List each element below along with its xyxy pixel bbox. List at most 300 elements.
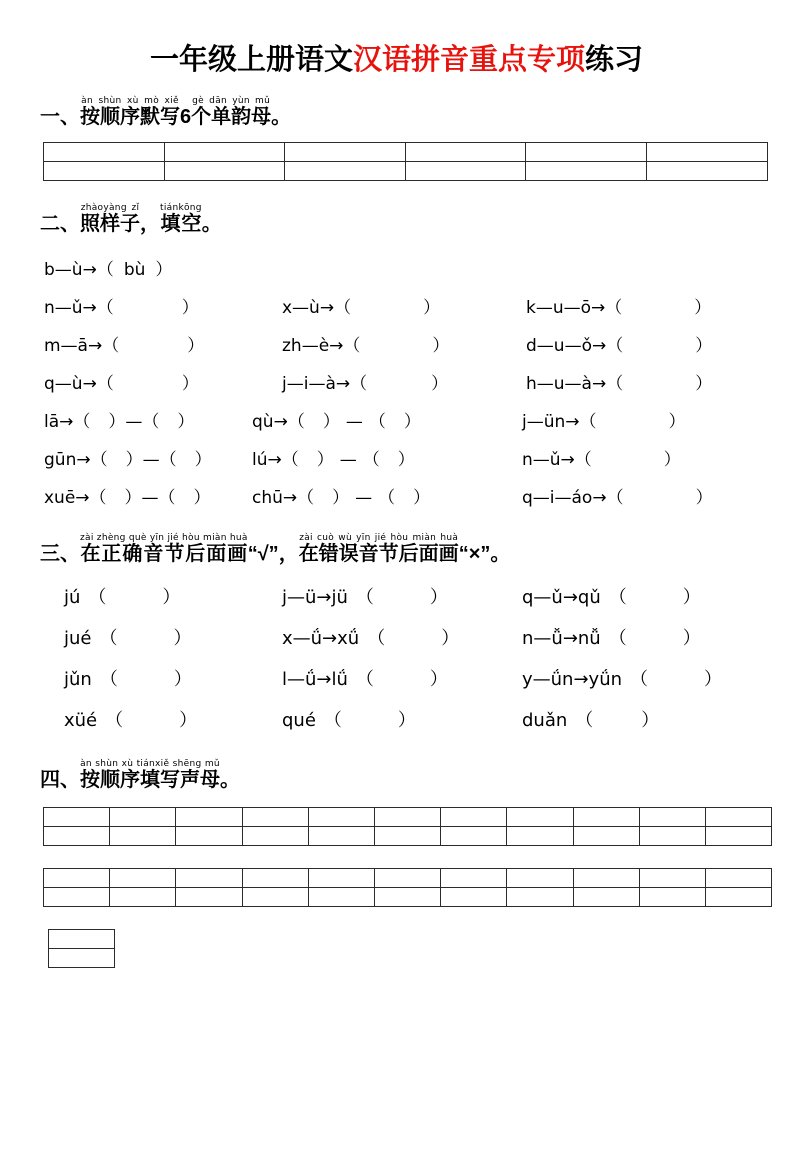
paren-close-1: ） — [108, 412, 126, 432]
exercise-item[interactable] — [526, 365, 712, 403]
exercise-prompt: lā→ — [44, 412, 74, 432]
paren-close: ） — [441, 628, 460, 649]
section-1-number-six: 6 — [180, 106, 192, 128]
ruby-base: 照样子 — [80, 213, 140, 235]
exercise-prompt: h—u—à→ — [526, 374, 607, 394]
split-dash: — — [141, 488, 159, 508]
paren-close-2: ） — [413, 488, 431, 508]
single-finals-answer-table[interactable] — [43, 142, 768, 181]
paren-close: ） — [694, 298, 712, 318]
ruby-group — [80, 96, 180, 128]
exercise-answer-blank[interactable] — [159, 412, 177, 432]
exercise-row — [34, 327, 759, 365]
mark-blank[interactable] — [118, 669, 174, 690]
exercise-answer-blank[interactable] — [107, 488, 125, 508]
ruby-text: àn shùn xù mò xiě — [80, 96, 180, 106]
syllable-label: x—ǘ→xǘ — [282, 628, 360, 649]
section-2-heading — [40, 203, 759, 237]
paren-close: ） — [682, 587, 701, 608]
paren-close-1: ） — [332, 488, 350, 508]
syllable-label: n—ǚ→nǚ — [522, 628, 601, 649]
paren-open: （ — [105, 710, 124, 731]
judgement-item[interactable] — [282, 577, 448, 618]
section-3-period: 。 — [490, 543, 511, 565]
split-dash: — — [142, 450, 160, 470]
paren-open: （ — [323, 710, 342, 731]
table-cell[interactable] — [308, 888, 374, 907]
exercise-answer-blank[interactable] — [592, 450, 664, 470]
mark-blank[interactable] — [117, 628, 173, 649]
table-row[interactable] — [49, 949, 115, 968]
paren-close: ） — [695, 336, 713, 356]
paren-close-2: ） — [403, 412, 421, 432]
syllable-label: xüé — [64, 710, 98, 731]
initials-answer-table-1[interactable] — [43, 807, 772, 846]
paren-close-1: ） — [124, 488, 142, 508]
exercise-item[interactable] — [282, 327, 449, 365]
table-cell[interactable] — [49, 930, 115, 949]
ruby-group — [160, 203, 202, 235]
exercise-row-split — [34, 403, 759, 441]
paren-close: ） — [695, 488, 713, 508]
mark-blank[interactable] — [123, 710, 179, 731]
paren-close: ） — [663, 450, 681, 470]
table-cell[interactable] — [374, 808, 440, 827]
paren-close: ） — [695, 374, 713, 394]
ruby-group — [80, 533, 248, 565]
table-cell[interactable] — [507, 888, 573, 907]
paren-open: （ — [96, 298, 114, 318]
split-dash: — — [345, 412, 363, 432]
initials-answer-table-2[interactable] — [43, 868, 772, 907]
paren-close: ） — [187, 336, 205, 356]
exercise-prompt: x—ù→ — [282, 298, 335, 318]
table-cell[interactable] — [405, 162, 526, 181]
split-dash: — — [125, 412, 143, 432]
judgement-item[interactable] — [522, 659, 722, 700]
paren-close: ） — [181, 298, 199, 318]
table-cell[interactable] — [44, 162, 165, 181]
exercise-item-example[interactable] — [44, 251, 172, 289]
exercise-prompt: gūn→ — [44, 450, 91, 470]
exercise-answer-blank[interactable] — [305, 412, 323, 432]
section-4-period: 。 — [220, 769, 240, 791]
table-cell[interactable] — [44, 888, 110, 907]
ruby-text: tiánkōng — [160, 203, 202, 213]
exercise-item[interactable] — [44, 365, 199, 403]
mark-blank[interactable] — [627, 628, 683, 649]
table-cell[interactable] — [441, 808, 507, 827]
section-4-text-1 — [80, 759, 220, 793]
syllable-label: l—ǘ→lǘ — [282, 669, 348, 690]
exercise-answer-blank[interactable] — [624, 488, 696, 508]
table-cell[interactable] — [176, 888, 242, 907]
paren-open-1: （ — [90, 450, 108, 470]
ruby-base: 按顺序填写声母 — [80, 769, 220, 791]
ruby-text: zài zhèng què yīn jié hòu miàn huà — [80, 533, 248, 543]
table-cell[interactable] — [164, 143, 285, 162]
paren-open: （ — [99, 669, 118, 690]
exercise-item-split[interactable] — [252, 479, 430, 517]
table-cell[interactable] — [242, 827, 308, 846]
exercise-answer-blank[interactable] — [367, 374, 431, 394]
syllable-label: qué — [282, 710, 316, 731]
table-cell[interactable] — [705, 888, 771, 907]
table-row[interactable] — [49, 930, 115, 949]
syllable-label: q—ǔ→qǔ — [522, 587, 601, 608]
title-part-highlight: 汉语拼音重点专项 — [352, 44, 585, 76]
mark-blank[interactable] — [374, 587, 430, 608]
table-cell[interactable] — [705, 869, 771, 888]
section-1-text-1 — [80, 96, 180, 130]
table-cell[interactable] — [441, 827, 507, 846]
paren-open: （ — [99, 628, 118, 649]
table-cell[interactable] — [646, 162, 767, 181]
judgement-item[interactable] — [282, 700, 416, 741]
section-2-number: 二、 — [40, 213, 80, 235]
paren-open: （ — [367, 628, 386, 649]
paren-close: ） — [704, 669, 723, 690]
paren-close: ） — [181, 374, 199, 394]
table-cell[interactable] — [526, 162, 647, 181]
judgement-row — [34, 659, 759, 700]
exercise-item[interactable] — [522, 441, 681, 479]
paren-close-2: ） — [177, 412, 195, 432]
table-cell[interactable] — [705, 808, 771, 827]
table-cell[interactable] — [507, 808, 573, 827]
mark-blank[interactable] — [627, 587, 683, 608]
exercise-prompt: n—ǔ→ — [44, 298, 97, 318]
paren-open-2: （ — [159, 450, 177, 470]
exercise-item-split[interactable] — [252, 403, 421, 441]
worksheet-page — [0, 40, 793, 1162]
table-row[interactable] — [44, 827, 772, 846]
paren-close: ） — [397, 710, 416, 731]
table-cell[interactable] — [308, 869, 374, 888]
exercise-prompt: zh—è→ — [282, 336, 344, 356]
exercise-prompt: lú→ — [252, 450, 282, 470]
table-cell[interactable] — [507, 827, 573, 846]
section-3-heading — [40, 533, 759, 567]
section-1-number: 一、 — [40, 106, 80, 128]
exercise-item[interactable] — [44, 327, 204, 365]
paren-close-2: ） — [397, 450, 415, 470]
section-3-number: 三、 — [40, 543, 80, 565]
paren-close-1: ） — [125, 450, 143, 470]
paren-close: ） — [173, 628, 192, 649]
split-dash: — — [355, 488, 373, 508]
exercise-answer-blank[interactable] — [176, 488, 194, 508]
exercise-item[interactable] — [522, 403, 686, 441]
exercise-answer-blank[interactable] — [108, 450, 126, 470]
table-cell[interactable] — [374, 827, 440, 846]
ruby-base: 个单韵母 — [191, 106, 272, 128]
judgement-item[interactable] — [64, 659, 192, 700]
table-cell[interactable] — [646, 143, 767, 162]
exercise-prompt: chū→ — [252, 488, 298, 508]
table-cell[interactable] — [285, 162, 406, 181]
exercise-answer-blank[interactable] — [395, 488, 413, 508]
paren-open: （ — [343, 336, 361, 356]
judgement-row — [34, 618, 759, 659]
section-2-text-1 — [80, 203, 140, 237]
table-cell[interactable] — [705, 827, 771, 846]
paren-close-1: ） — [316, 450, 334, 470]
paren-open: （ — [96, 374, 114, 394]
exercise-item-split[interactable] — [44, 441, 212, 479]
paren-close-1: ） — [322, 412, 340, 432]
paren-open: （ — [608, 587, 627, 608]
table-cell[interactable] — [44, 827, 110, 846]
paren-close: ） — [429, 587, 448, 608]
table-cell[interactable] — [573, 869, 639, 888]
mark-blank[interactable] — [342, 710, 398, 731]
ruby-text: àn shùn xù tiánxiě shēng mǔ — [80, 759, 220, 769]
table-cell[interactable] — [573, 827, 639, 846]
exercise-row — [34, 251, 759, 289]
paren-open: （ — [102, 336, 120, 356]
paren-close: ） — [432, 336, 450, 356]
table-cell[interactable] — [573, 808, 639, 827]
exercise-answer-blank[interactable] — [90, 412, 108, 432]
table-row[interactable] — [44, 888, 772, 907]
exercise-prompt: b—ù→ — [44, 260, 97, 280]
exercise-prompt: qù→ — [252, 412, 288, 432]
exercise-item[interactable] — [282, 289, 440, 327]
exercise-item-split[interactable] — [44, 479, 211, 517]
ruby-text: zài cuò wù yīn jié hòu miàn huà — [298, 533, 459, 543]
table-cell[interactable] — [110, 869, 176, 888]
table-cell[interactable] — [110, 888, 176, 907]
judgement-item[interactable] — [282, 659, 448, 700]
exercise-prompt: n—ǔ→ — [522, 450, 575, 470]
paren-close-2: ） — [193, 488, 211, 508]
judgement-item[interactable] — [64, 618, 191, 659]
section-1-text-3 — [191, 96, 271, 130]
paren-open: （ — [606, 374, 624, 394]
exercise-item-split[interactable] — [252, 441, 415, 479]
paren-close: ） — [682, 628, 701, 649]
table-cell[interactable] — [164, 162, 285, 181]
exercise-answer-blank[interactable] — [623, 336, 695, 356]
exercise-answer-blank[interactable] — [360, 336, 432, 356]
section-2-text-2 — [160, 203, 202, 237]
exercise-answer-blank[interactable] — [386, 412, 404, 432]
exercise-answer-blank[interactable] — [314, 488, 332, 508]
judgement-item[interactable] — [282, 618, 459, 659]
section-3-text-1 — [80, 533, 248, 567]
section-4-number: 四、 — [40, 769, 80, 791]
paren-open: （ — [355, 587, 374, 608]
table-cell[interactable] — [44, 143, 165, 162]
paren-open: （ — [608, 628, 627, 649]
ruby-text: gè dān yùn mǔ — [191, 96, 272, 106]
section-1-period: 。 — [271, 106, 292, 128]
ruby-group — [298, 533, 459, 565]
exercise-prompt: q—ù→ — [44, 374, 97, 394]
paren-open: （ — [96, 260, 114, 280]
table-cell[interactable] — [242, 808, 308, 827]
section-2-exercises — [34, 251, 759, 517]
table-cell[interactable] — [374, 869, 440, 888]
title-part-1: 一年级上册语文 — [149, 44, 353, 76]
exercise-prompt: j—i—à→ — [282, 374, 351, 394]
table-cell[interactable] — [639, 888, 705, 907]
syllable-label: y—ǘn→yǘn — [522, 669, 623, 690]
exercise-prompt: d—u—ǒ→ — [526, 336, 607, 356]
paren-open-2: （ — [378, 488, 396, 508]
table-cell[interactable] — [639, 869, 705, 888]
table-cell[interactable] — [573, 888, 639, 907]
table-cell[interactable] — [110, 827, 176, 846]
paren-open-2: （ — [362, 450, 380, 470]
table-cell[interactable] — [308, 808, 374, 827]
table-row[interactable] — [44, 808, 772, 827]
table-cell[interactable] — [639, 808, 705, 827]
ruby-base: 在正确音节后面画 — [80, 543, 248, 565]
section-2-period: 。 — [201, 213, 222, 235]
table-cell[interactable] — [242, 869, 308, 888]
paren-close: ） — [668, 412, 686, 432]
title-part-2: 练习 — [585, 44, 644, 76]
table-row[interactable] — [44, 162, 768, 181]
exercise-row — [34, 289, 759, 327]
paren-open-2: （ — [158, 488, 176, 508]
paren-close: ） — [173, 669, 192, 690]
paren-open: （ — [350, 374, 368, 394]
paren-open: （ — [334, 298, 352, 318]
exercise-prompt: q—i—áo→ — [522, 488, 607, 508]
judgement-item[interactable] — [522, 700, 659, 741]
mark-blank[interactable] — [593, 710, 641, 731]
ruby-group — [80, 203, 140, 235]
paren-open: （ — [355, 669, 374, 690]
exercise-answer-blank[interactable] — [380, 450, 398, 470]
table-cell[interactable] — [639, 827, 705, 846]
ruby-base: 填空 — [160, 213, 202, 235]
mark-blank[interactable] — [106, 587, 162, 608]
table-cell[interactable] — [49, 949, 115, 968]
table-row[interactable] — [44, 143, 768, 162]
paren-close: ） — [179, 710, 198, 731]
exercise-answer-blank[interactable] — [623, 374, 695, 394]
paren-open: （ — [606, 336, 624, 356]
syllable-label: jǔn — [64, 669, 92, 690]
judgement-item[interactable] — [522, 577, 701, 618]
judgement-item[interactable] — [64, 577, 180, 618]
paren-close: ） — [429, 669, 448, 690]
table-cell[interactable] — [176, 827, 242, 846]
initials-answer-table-3[interactable] — [48, 929, 115, 968]
ruby-text: zhàoyàng zǐ — [80, 203, 140, 213]
paren-open: （ — [575, 710, 594, 731]
mark-blank[interactable] — [374, 669, 430, 690]
exercise-item[interactable] — [526, 289, 711, 327]
exercise-row-split — [34, 479, 759, 517]
table-cell[interactable] — [441, 888, 507, 907]
exercise-item[interactable] — [282, 365, 448, 403]
table-cell[interactable] — [285, 143, 406, 162]
exercise-answer-blank[interactable] — [114, 374, 182, 394]
exercise-item[interactable] — [44, 289, 199, 327]
syllable-label: duǎn — [522, 710, 568, 731]
exercise-item[interactable] — [526, 327, 712, 365]
exercise-prompt: j—ün→ — [522, 412, 580, 432]
exercise-item-split[interactable] — [44, 403, 194, 441]
paren-open: （ — [574, 450, 592, 470]
mark-blank[interactable] — [385, 628, 441, 649]
section-1-heading — [40, 96, 759, 130]
exercise-answer-blank[interactable] — [351, 298, 423, 318]
exercise-answer-blank[interactable] — [119, 336, 187, 356]
exercise-prompt: xuē→ — [44, 488, 90, 508]
paren-open-2: （ — [368, 412, 386, 432]
paren-open-1: （ — [287, 412, 305, 432]
exercise-answer: bù — [123, 260, 146, 280]
exercise-answer-blank[interactable] — [177, 450, 195, 470]
syllable-label: jú — [64, 587, 81, 608]
paren-open: （ — [579, 412, 597, 432]
exercise-answer-blank[interactable] — [114, 298, 182, 318]
paren-close: ） — [431, 374, 449, 394]
table-cell[interactable] — [441, 869, 507, 888]
ruby-group — [191, 96, 272, 128]
table-cell[interactable] — [374, 888, 440, 907]
paren-open: （ — [605, 298, 623, 318]
paren-open-1: （ — [73, 412, 91, 432]
table-cell[interactable] — [526, 143, 647, 162]
section-3-exercises — [34, 577, 759, 741]
paren-open-2: （ — [142, 412, 160, 432]
paren-open-1: （ — [281, 450, 299, 470]
paren-close-2: ） — [194, 450, 212, 470]
cross-mark-label: “×” — [458, 543, 491, 565]
table-cell[interactable] — [44, 808, 110, 827]
exercise-row-split — [34, 441, 759, 479]
exercise-answer-blank[interactable] — [597, 412, 669, 432]
judgement-item[interactable] — [64, 700, 197, 741]
table-cell[interactable] — [405, 143, 526, 162]
exercise-item[interactable] — [522, 479, 713, 517]
table-row[interactable] — [44, 869, 772, 888]
exercise-answer-blank[interactable] — [299, 450, 317, 470]
table-cell[interactable] — [308, 827, 374, 846]
split-dash: — — [339, 450, 357, 470]
table-cell[interactable] — [176, 869, 242, 888]
mark-blank[interactable] — [648, 669, 704, 690]
judgement-item[interactable] — [522, 618, 701, 659]
paren-open: （ — [88, 587, 107, 608]
table-cell[interactable] — [242, 888, 308, 907]
table-cell[interactable] — [110, 808, 176, 827]
judgement-row — [34, 577, 759, 618]
paren-open-1: （ — [297, 488, 315, 508]
section-4-heading — [40, 759, 759, 793]
paren-close: ） — [155, 260, 173, 280]
paren-close: ） — [423, 298, 441, 318]
paren-close: ） — [162, 587, 181, 608]
syllable-label: j—ü→jü — [282, 587, 348, 608]
ruby-group — [80, 759, 220, 791]
exercise-answer-blank[interactable] — [622, 298, 694, 318]
table-cell[interactable] — [507, 869, 573, 888]
section-3-text-2 — [299, 533, 459, 567]
check-mark-label: “√” — [247, 543, 279, 565]
ruby-base: 在错误音节后面画 — [298, 543, 459, 565]
table-cell[interactable] — [176, 808, 242, 827]
exercise-prompt: k—u—ō→ — [526, 298, 606, 318]
table-cell[interactable] — [44, 869, 110, 888]
